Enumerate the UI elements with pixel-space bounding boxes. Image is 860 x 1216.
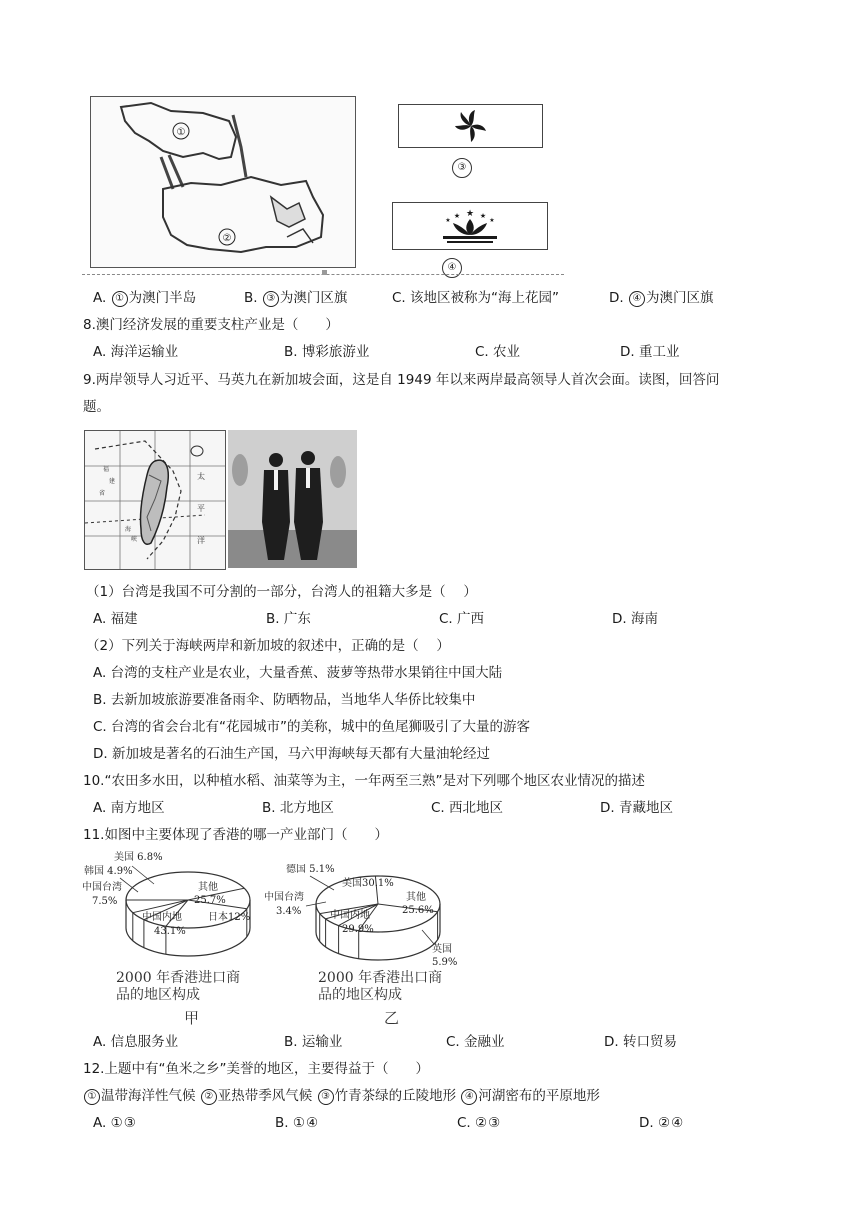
- svg-text:★: ★: [445, 217, 451, 224]
- q12-choice-1: 温带海洋性气候: [101, 1088, 196, 1104]
- pie-export-label-taiwan: 中国台湾: [264, 892, 304, 903]
- pie-export-label-uk: 英国: [432, 944, 452, 955]
- q9-sub1-option-a[interactable]: A. 福建: [93, 611, 138, 627]
- q12-choice-4-mark: ④: [461, 1089, 477, 1105]
- flag-label-3: ③: [452, 158, 472, 178]
- lotus-icon: [443, 209, 497, 243]
- svg-text:★: ★: [489, 217, 495, 224]
- pie-chart-export: [262, 864, 472, 974]
- pie-export-caption-2: 品的地区构成: [318, 987, 402, 1003]
- q8-option-d[interactable]: D. 重工业: [620, 344, 680, 360]
- macau-flag: [392, 202, 548, 250]
- q9-sub1-option-c[interactable]: C. 广西: [439, 611, 485, 627]
- pie-export-label-taiwan-value: 3.4%: [276, 906, 302, 917]
- q10-option-b[interactable]: B. 北方地区: [262, 800, 334, 816]
- pie-import-label-mainland: 中国内地: [142, 912, 182, 923]
- taiwan-map: [84, 430, 226, 570]
- q7-option-b[interactable]: B. ③ 为澳门区旗: [244, 290, 348, 306]
- pie-import-mark: 甲: [184, 1009, 200, 1027]
- q11-option-b[interactable]: B. 运输业: [284, 1034, 343, 1050]
- q8-option-c[interactable]: C. 农业: [475, 344, 521, 360]
- q12-option-a[interactable]: A. ①③: [93, 1115, 137, 1131]
- q8-option-a[interactable]: A. 海洋运输业: [93, 344, 179, 360]
- pie-import-label-taiwan: 中国台湾: [82, 882, 122, 893]
- map-label-1: ①: [176, 127, 186, 138]
- pie-export-label-usa: 美国30.1%: [342, 878, 394, 889]
- q11-stem: 11.如图中主要体现了香港的哪一产业部门（ ）: [83, 827, 388, 843]
- q9-stem-line2: 题。: [83, 399, 110, 415]
- q10-option-a[interactable]: A. 南方地区: [93, 800, 165, 816]
- svg-text:建: 建: [109, 478, 116, 485]
- q12-option-c[interactable]: C. ②③: [457, 1115, 502, 1131]
- q9-sub1-option-b[interactable]: B. 广东: [266, 611, 311, 627]
- pie-import-label-taiwan-value: 7.5%: [92, 896, 118, 907]
- q7-option-d[interactable]: D. ④ 为澳门区旗: [609, 290, 714, 306]
- q12-option-a-marks: ①③: [110, 1115, 137, 1131]
- svg-text:海: 海: [125, 526, 132, 533]
- svg-text:省: 省: [99, 490, 106, 497]
- bauhinia-icon: [455, 110, 486, 142]
- pie-chart-import: [80, 848, 280, 963]
- q9-sub2-option-c[interactable]: C. 台湾的省会台北有“花园城市”的美称，城中的鱼尾狮吸引了大量的游客: [93, 719, 530, 735]
- pie-export-label-mainland-value: 29.9%: [342, 924, 374, 935]
- pie-import-label-japan: 日本12%: [208, 912, 251, 923]
- pie-export-caption-1: 2000 年香港出口商: [318, 970, 443, 986]
- q12-choice-2-mark: ②: [201, 1089, 217, 1105]
- q9-sub2-option-a[interactable]: A. 台湾的支柱产业是农业，大量香蕉、菠萝等热带水果销往中国大陆: [93, 665, 503, 681]
- pie-import-label-usa: 美国 6.8%: [114, 852, 163, 863]
- q8-option-b[interactable]: B. 博彩旅游业: [284, 344, 370, 360]
- svg-text:★: ★: [453, 212, 461, 220]
- q11-option-a[interactable]: A. 信息服务业: [93, 1034, 179, 1050]
- q9-sub1-option-d[interactable]: D. 海南: [612, 611, 658, 627]
- q7-option-c[interactable]: C. 该地区被称为“海上花园”: [392, 290, 560, 306]
- q7-option-a-mark: ①: [112, 291, 128, 307]
- q12-option-c-marks: ②③: [475, 1115, 502, 1131]
- q7-option-a[interactable]: A. ① 为澳门半岛: [93, 290, 197, 306]
- q12-choice-3: 竹青茶绿的丘陵地形: [334, 1088, 457, 1104]
- q10-option-c[interactable]: C. 西北地区: [431, 800, 504, 816]
- q12-choices: [83, 1086, 600, 1106]
- resize-handle: [322, 270, 327, 275]
- macau-map-drawing: [91, 97, 355, 267]
- pie-export-mark: 乙: [384, 1009, 400, 1027]
- q8-stem: 8.澳门经济发展的重要支柱产业是（ ）: [83, 317, 339, 333]
- pie-import-caption-1: 2000 年香港进口商: [116, 970, 241, 986]
- q12-choice-1-mark: ①: [84, 1089, 100, 1105]
- map-label-yang: 洋: [197, 536, 205, 545]
- svg-text:峡: 峡: [131, 536, 138, 543]
- q12-choice-4: 河湖密布的平原地形: [478, 1088, 600, 1104]
- q12-choice-2: 亚热带季风气候: [217, 1088, 313, 1104]
- q12-option-b-marks: ①④: [292, 1115, 320, 1131]
- q12-option-d-marks: ②④: [657, 1115, 685, 1131]
- svg-text:★: ★: [479, 212, 487, 220]
- pie-export-label-other-value: 25.6%: [402, 905, 434, 916]
- macau-map-figure: [90, 96, 356, 268]
- pie-import-label-other: 其他: [198, 882, 218, 893]
- q12-option-d[interactable]: D. ②④: [639, 1115, 685, 1131]
- pie-export-label-germany: 德国 5.1%: [286, 864, 335, 875]
- hong-kong-flag: [398, 104, 543, 148]
- q7-option-b-mark: ③: [263, 291, 279, 307]
- map-label-2: ②: [222, 233, 232, 244]
- q9-sub1-stem: （1）台湾是我国不可分割的一部分，台湾人的祖籍大多是（ ）: [86, 584, 477, 600]
- q11-option-d[interactable]: D. 转口贸易: [604, 1034, 677, 1050]
- q9-sub2-stem: （2）下列关于海峡两岸和新加坡的叙述中，正确的是（ ）: [86, 638, 450, 654]
- leaders-photo: [228, 430, 357, 568]
- svg-text:★: ★: [465, 209, 475, 219]
- q12-option-b[interactable]: B. ①④: [275, 1115, 320, 1131]
- pie-import-caption-2: 品的地区构成: [116, 987, 200, 1003]
- q9-sub2-option-d[interactable]: D. 新加坡是著名的石油生产国，马六甲海峡每天都有大量油轮经过: [93, 746, 490, 762]
- flag-label-4: ④: [442, 258, 462, 278]
- q9-sub2-option-b[interactable]: B. 去新加坡旅游要准备雨伞、防晒物品，当地华人华侨比较集中: [93, 692, 476, 708]
- q7-option-d-mark: ④: [629, 291, 645, 307]
- pie-export-label-mainland: 中国内地: [330, 910, 370, 921]
- map-label-tai: 太: [197, 472, 205, 481]
- pie-import-label-other-value: 25.7%: [194, 895, 226, 906]
- pie-import-label-mainland-value: 43.1%: [154, 926, 186, 937]
- q12-stem: 12.上题中有“鱼米之乡”美誉的地区，主要得益于（ ）: [83, 1061, 429, 1077]
- q12-choice-3-mark: ③: [318, 1089, 334, 1105]
- q9-stem-line1: 9.两岸领导人习近平、马英九在新加坡会面，这是自 1949 年以来两岸最高领导人首次会面。读图，回答问: [83, 372, 720, 388]
- pie-export-label-other: 其他: [406, 892, 426, 903]
- pie-export-label-uk-value: 5.9%: [432, 957, 458, 968]
- q10-option-d[interactable]: D. 青藏地区: [600, 800, 673, 816]
- pie-import-label-korea: 韩国 4.9%: [84, 866, 133, 877]
- q11-option-c[interactable]: C. 金融业: [446, 1034, 505, 1050]
- svg-text:福: 福: [103, 466, 110, 473]
- map-label-ping: 平: [197, 504, 205, 513]
- q10-stem: 10.“农田多水田，以种植水稻、油菜等为主，一年两至三熟”是对下列哪个地区农业情况的描述: [83, 773, 645, 789]
